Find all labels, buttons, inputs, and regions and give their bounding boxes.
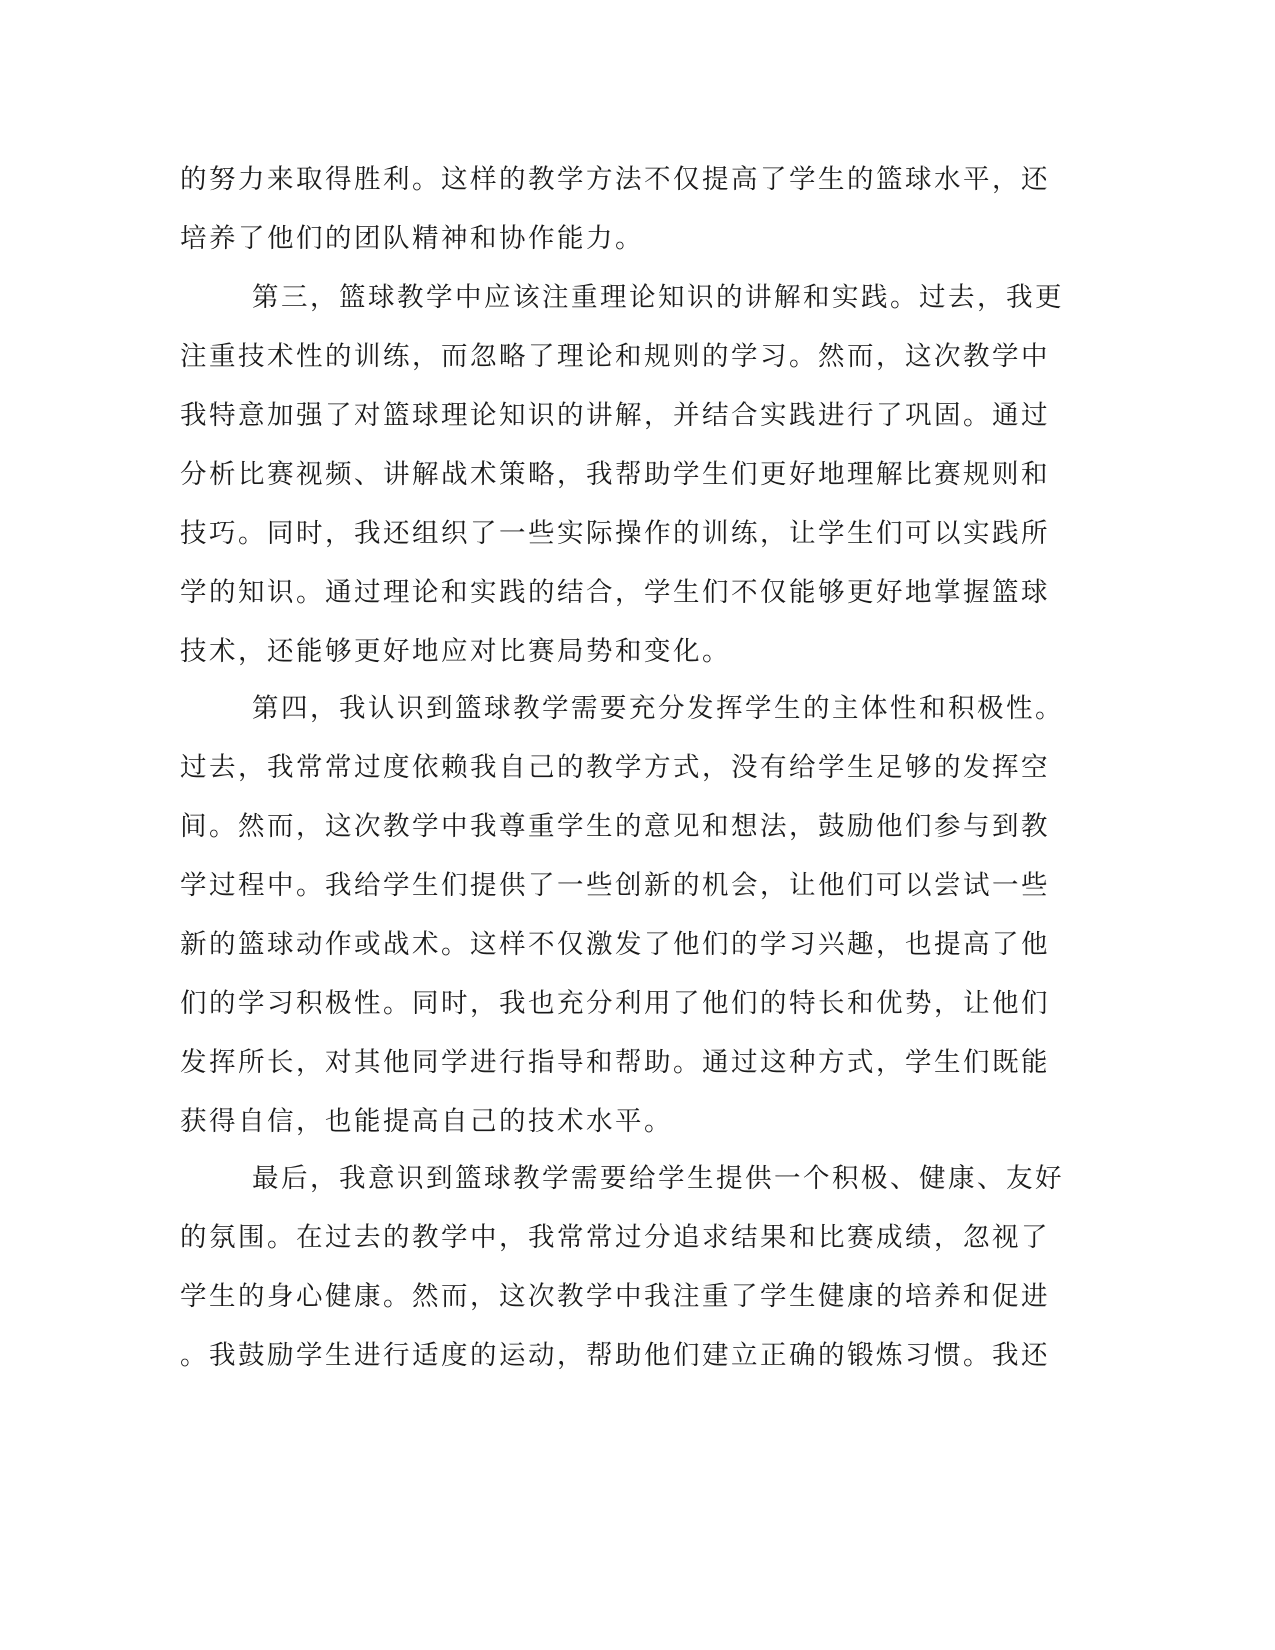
text-line: 技巧。同时，我还组织了一些实际操作的训练，让学生们可以实践所: [180, 518, 1050, 549]
text-line: 。我鼓励学生进行适度的运动，帮助他们建立正确的锻炼习惯。我还: [180, 1340, 1050, 1371]
text-line: 学过程中。我给学生们提供了一些创新的机会，让他们可以尝试一些: [180, 870, 1050, 901]
text-line: 过去，我常常过度依赖我自己的教学方式，没有给学生足够的发挥空: [180, 752, 1050, 783]
text-line: 我特意加强了对篮球理论知识的讲解，并结合实践进行了巩固。通过: [180, 400, 1050, 431]
text-line: 们的学习积极性。同时，我也充分利用了他们的特长和优势，让他们: [180, 988, 1050, 1019]
text-line: 的努力来取得胜利。这样的教学方法不仅提高了学生的篮球水平，还: [180, 164, 1050, 195]
paragraph-start-line: 第四，我认识到篮球教学需要充分发挥学生的主体性和积极性。: [252, 693, 1064, 724]
text-line: 培养了他们的团队精神和协作能力。: [180, 223, 644, 254]
text-line: 技术，还能够更好地应对比赛局势和变化。: [180, 636, 731, 667]
text-line: 注重技术性的训练，而忽略了理论和规则的学习。然而，这次教学中: [180, 341, 1050, 372]
paragraph-start-line: 最后，我意识到篮球教学需要给学生提供一个积极、健康、友好: [252, 1163, 1064, 1194]
paragraph-start-line: 第三，篮球教学中应该注重理论知识的讲解和实践。过去，我更: [252, 282, 1064, 313]
text-line: 学生的身心健康。然而，这次教学中我注重了学生健康的培养和促进: [180, 1281, 1050, 1312]
text-line: 分析比赛视频、讲解战术策略，我帮助学生们更好地理解比赛规则和: [180, 459, 1050, 490]
text-line: 发挥所长，对其他同学进行指导和帮助。通过这种方式，学生们既能: [180, 1047, 1050, 1078]
text-line: 学的知识。通过理论和实践的结合，学生们不仅能够更好地掌握篮球: [180, 577, 1050, 608]
text-line: 的氛围。在过去的教学中，我常常过分追求结果和比赛成绩，忽视了: [180, 1222, 1050, 1253]
text-line: 间。然而，这次教学中我尊重学生的意见和想法，鼓励他们参与到教: [180, 811, 1050, 842]
text-line: 新的篮球动作或战术。这样不仅激发了他们的学习兴趣，也提高了他: [180, 929, 1050, 960]
text-line: 获得自信，也能提高自己的技术水平。: [180, 1106, 673, 1137]
